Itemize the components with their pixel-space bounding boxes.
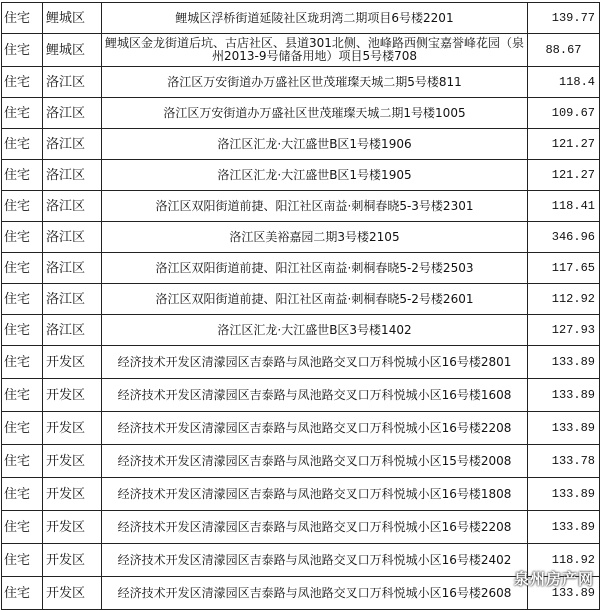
cell-district: 洛江区 <box>43 222 102 253</box>
cell-district: 开发区 <box>43 544 102 577</box>
table-row <box>2 577 600 610</box>
cell-area: 133.78 <box>528 445 600 478</box>
cell-district: 开发区 <box>43 478 102 511</box>
cell-address: 经济技术开发区清濛园区吉泰路与凤池路交叉口万科悦城小区15号楼2008 <box>102 445 528 478</box>
table-row <box>2 34 600 67</box>
cell-address: 鲤城区金龙街道后坑、古店社区、县道301北侧、池峰路西侧宝嘉誉峰花园（泉州2013-9号储备用地）项目5号楼708 <box>102 34 528 67</box>
cell-district: 开发区 <box>43 577 102 610</box>
cell-address: 经济技术开发区清濛园区吉泰路与凤池路交叉口万科悦城小区16号楼2208 <box>102 511 528 544</box>
cell-address: 经济技术开发区清濛园区吉泰路与凤池路交叉口万科悦城小区16号楼2608 <box>102 577 528 610</box>
cell-area: 112.92 <box>528 284 600 315</box>
table-row <box>2 412 600 445</box>
cell-address: 经济技术开发区清濛园区吉泰路与凤池路交叉口万科悦城小区16号楼2402 <box>102 544 528 577</box>
cell-address: 洛江区双阳街道前捷、阳江社区南益·刺桐春晓5-3号楼2301 <box>102 191 528 222</box>
cell-usage-type: 住宅 <box>2 284 43 315</box>
cell-area: 118.92 <box>528 544 600 577</box>
cell-area: 346.96 <box>528 222 600 253</box>
table-row <box>2 3 600 34</box>
cell-address: 洛江区汇龙·大江盛世B区3号楼1402 <box>102 315 528 346</box>
table-row <box>2 129 600 160</box>
cell-district: 开发区 <box>43 412 102 445</box>
table-row <box>2 284 600 315</box>
cell-district: 洛江区 <box>43 284 102 315</box>
table-row <box>2 445 600 478</box>
cell-address: 洛江区双阳街道前捷、阳江社区南益·刺桐春晓5-2号楼2503 <box>102 253 528 284</box>
cell-usage-type: 住宅 <box>2 98 43 129</box>
cell-area: 88.67 <box>528 34 600 67</box>
property-table <box>1 2 600 610</box>
cell-district: 洛江区 <box>43 129 102 160</box>
cell-usage-type: 住宅 <box>2 191 43 222</box>
cell-address: 鲤城区浮桥街道延陵社区珑玥湾二期项目6号楼2201 <box>102 3 528 34</box>
cell-usage-type: 住宅 <box>2 222 43 253</box>
cell-usage-type: 住宅 <box>2 379 43 412</box>
cell-usage-type: 住宅 <box>2 3 43 34</box>
table-row <box>2 478 600 511</box>
cell-district: 开发区 <box>43 346 102 379</box>
table-row <box>2 544 600 577</box>
cell-usage-type: 住宅 <box>2 412 43 445</box>
cell-district: 鲤城区 <box>43 34 102 67</box>
cell-address: 洛江区万安街道办万盛社区世茂璀璨天城二期1号楼1005 <box>102 98 528 129</box>
cell-district: 洛江区 <box>43 67 102 98</box>
cell-usage-type: 住宅 <box>2 34 43 67</box>
cell-area: 109.67 <box>528 98 600 129</box>
table-row <box>2 67 600 98</box>
table-row <box>2 315 600 346</box>
cell-usage-type: 住宅 <box>2 544 43 577</box>
cell-usage-type: 住宅 <box>2 511 43 544</box>
watermark-text: 泉州房产网 <box>513 570 594 588</box>
cell-address: 洛江区美裕嘉园二期3号楼2105 <box>102 222 528 253</box>
cell-district: 洛江区 <box>43 315 102 346</box>
cell-area: 133.89 <box>528 577 600 610</box>
cell-usage-type: 住宅 <box>2 445 43 478</box>
cell-address: 洛江区双阳街道前捷、阳江社区南益·刺桐春晓5-2号楼2601 <box>102 284 528 315</box>
cell-area: 117.65 <box>528 253 600 284</box>
table-row <box>2 160 600 191</box>
cell-address: 经济技术开发区清濛园区吉泰路与凤池路交叉口万科悦城小区16号楼1608 <box>102 379 528 412</box>
cell-area: 133.89 <box>528 412 600 445</box>
cell-area: 139.77 <box>528 3 600 34</box>
cell-area: 121.27 <box>528 160 600 191</box>
table-row <box>2 253 600 284</box>
property-table-body <box>2 3 600 610</box>
cell-usage-type: 住宅 <box>2 253 43 284</box>
cell-district: 洛江区 <box>43 253 102 284</box>
cell-address: 洛江区汇龙·大江盛世B区1号楼1906 <box>102 129 528 160</box>
table-row <box>2 379 600 412</box>
table-row <box>2 98 600 129</box>
cell-usage-type: 住宅 <box>2 315 43 346</box>
cell-address: 经济技术开发区清濛园区吉泰路与凤池路交叉口万科悦城小区16号楼2208 <box>102 412 528 445</box>
cell-usage-type: 住宅 <box>2 129 43 160</box>
table-row <box>2 191 600 222</box>
cell-district: 鲤城区 <box>43 3 102 34</box>
cell-district: 开发区 <box>43 379 102 412</box>
cell-area: 133.89 <box>528 346 600 379</box>
cell-district: 洛江区 <box>43 191 102 222</box>
cell-area: 121.27 <box>528 129 600 160</box>
cell-area: 133.89 <box>528 511 600 544</box>
table-row <box>2 346 600 379</box>
cell-usage-type: 住宅 <box>2 346 43 379</box>
cell-usage-type: 住宅 <box>2 478 43 511</box>
cell-district: 开发区 <box>43 511 102 544</box>
table-row <box>2 222 600 253</box>
cell-usage-type: 住宅 <box>2 67 43 98</box>
cell-area: 127.93 <box>528 315 600 346</box>
cell-area: 133.89 <box>528 379 600 412</box>
cell-address: 洛江区万安街道办万盛社区世茂璀璨天城二期5号楼811 <box>102 67 528 98</box>
cell-usage-type: 住宅 <box>2 160 43 191</box>
cell-area: 118.4 <box>528 67 600 98</box>
cell-address: 洛江区汇龙·大江盛世B区1号楼1905 <box>102 160 528 191</box>
cell-area: 133.89 <box>528 478 600 511</box>
cell-usage-type: 住宅 <box>2 577 43 610</box>
cell-district: 开发区 <box>43 445 102 478</box>
cell-district: 洛江区 <box>43 98 102 129</box>
cell-area: 118.41 <box>528 191 600 222</box>
cell-address: 经济技术开发区清濛园区吉泰路与凤池路交叉口万科悦城小区16号楼2801 <box>102 346 528 379</box>
cell-district: 洛江区 <box>43 160 102 191</box>
table-row <box>2 511 600 544</box>
cell-address: 经济技术开发区清濛园区吉泰路与凤池路交叉口万科悦城小区16号楼1808 <box>102 478 528 511</box>
